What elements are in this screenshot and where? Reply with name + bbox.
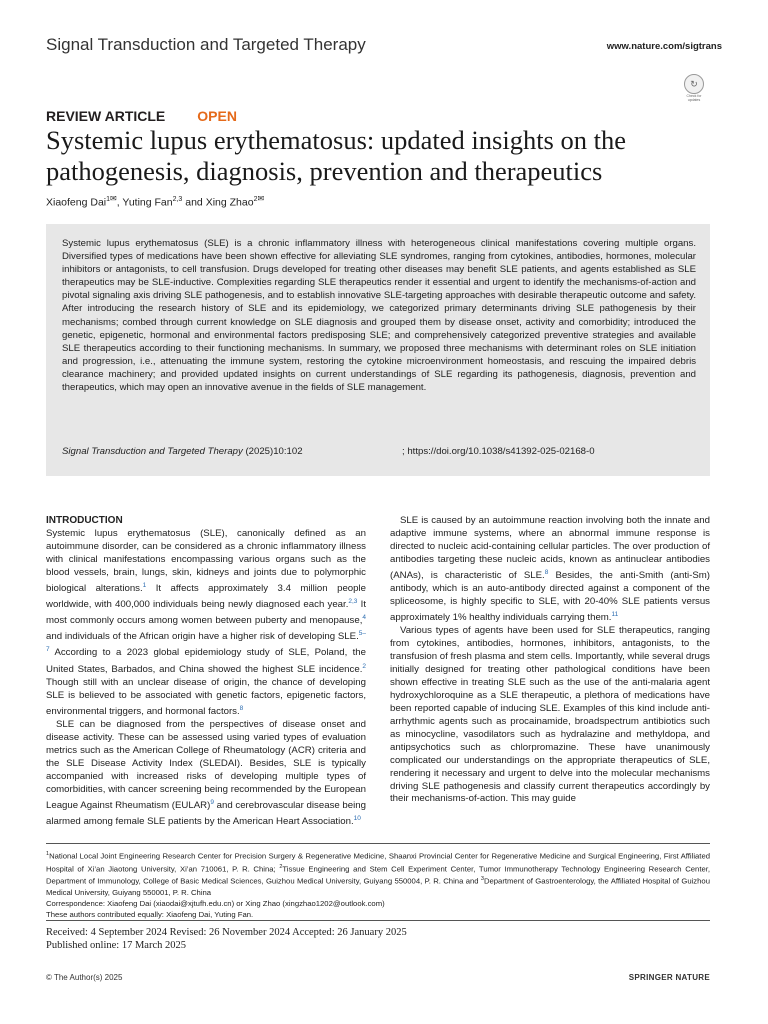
- body-column-left: [46, 515, 366, 829]
- abstract-box: [46, 224, 710, 476]
- check-for-updates-button[interactable]: [681, 74, 707, 102]
- article-dates: [46, 927, 407, 952]
- reference-link[interactable]: 1: [142, 581, 147, 589]
- journal-name: Signal Transduction and Targeted Therapy: [46, 35, 366, 54]
- body-column-right: [390, 515, 710, 806]
- author-affil-sup: 2,3: [172, 196, 183, 203]
- section-heading: INTRODUCTION: [46, 515, 123, 526]
- author-name[interactable]: Xing Zhao: [205, 196, 254, 209]
- reference-link[interactable]: 4: [362, 614, 366, 622]
- publisher-logo: SPRINGER NATURE: [628, 973, 710, 982]
- equal-contribution-text: These authors contributed equally: Xiaofeng Dai, Yuting Fan.: [46, 909, 254, 919]
- body-paragraph: Systemic lupus erythematosus (SLE), canonically defined as an autoimmune disorder, can be considered as a chronic inflammatory illness with clinical manifestations encompassing various organs such as the blood vessels, brain, lungs, skin, kidneys and joints due to polymorphic biological alterations.$^1$ It affects approximately 3.4 million people worldwide, with 400,000 individuals being newly diagnosed each year.$^{2,3}$ It most commonly occurs among women between puberty and menopause,$^4$ and individuals of the African origin have a higher risk of developing SLE.$^{5-7}$ According to a 2023 global epidemiology study of SLE, Poland, the United States, Barbados, and China showed the highest SLE incidence.$^2$ Though still with an unclear disease of origin, the chance of developing SLE is believed to be associated with genetic factors, epigenetic factors, environmental triggers, and hormonal factors.$^8$: [46, 527, 367, 717]
- correspondence-text: Correspondence: Xiaofeng Dai (xiaodai@xjtufh.edu.cn) or Xing Zhao (xingzhao1202@outlook.com): [46, 898, 385, 908]
- copyright-notice: © The Author(s) 2025: [46, 973, 123, 982]
- envelope-icon[interactable]: ✉: [257, 194, 265, 203]
- author-list: Xiaofeng Dai$^{1✉}$, Yuting Fan$^{2,3}$ and Xing Zhao$^{2✉}$: [46, 194, 265, 209]
- article-title: Systemic lupus erythematosus: updated insights on the pathogenesis, diagnosis, prevention and therapeutics: [46, 125, 626, 186]
- journal-url-link[interactable]: www.nature.com/sigtrans: [606, 41, 722, 52]
- article-type: REVIEW ARTICLE: [46, 108, 166, 124]
- citation-line: [62, 446, 692, 457]
- author-affil-sup: 2: [253, 196, 258, 203]
- body-paragraph: Various types of agents have been used for SLE therapeutics, ranging from cytokines, antibodies, hormones, inhibitors, antagonists, to the transfusion of fresh plasma and stem cells. Importantly, while several drugs initially designed for treating other pathological conditions have been shown effective in treating SLE such as the use of the anti-malaria agent hydroxychloroquine as a SLE therapeutic, a plethora of medications have been reported capable of inducing SLE. Examples of this kind include anti-arrhythmic agents such as procainamide, broadspectrum antibiotics such as minocycline, vasodilators such as hydralazine and methyldopa, and antipsychotics such as chlorpromazine. These have unanimously complicated our understandings on the appropriate therapeutics of SLE, rendering it necessary and urgent to delve into the molecular mechanisms driving SLE pathogenesis and classify current therapeutics accordingly by their mechanisms-of-action. This may guide: [390, 625, 710, 805]
- article-type-line: [46, 108, 237, 124]
- footnote-divider: [46, 843, 710, 844]
- citation-journal: Signal Transduction and Targeted Therapy: [62, 446, 243, 457]
- reference-link[interactable]: 5–7: [46, 630, 366, 654]
- body-paragraph: SLE is caused by an autoimmune reaction involving both the innate and adaptive immune systems, where an abnormal immune response is directed to nucleic acid-containing cellular particles. The over production of antibodies targeting these nucleic acids, known as antinuclear antibodies (ANAs), is characteristic of SLE.$^8$ Besides, the anti-Smith (anti-Sm) antibody, which is an auto-antibody directed against a component of the spliceosome, is highly specific to SLE, with 20-40% SLE patients versus approximately 1% healthy individuals carrying them.$^{11}$: [390, 515, 710, 624]
- reference-link[interactable]: 8: [544, 568, 549, 576]
- reference-link[interactable]: 11: [611, 610, 619, 618]
- reference-link[interactable]: 10: [353, 814, 361, 822]
- doi-link[interactable]: ; https://doi.org/10.1038/s41392-025-02168-0: [402, 446, 595, 457]
- dates-divider: [46, 920, 710, 921]
- body-paragraph: SLE can be diagnosed from the perspectives of disease onset and disease activity. These can be assessed using varied types of evaluation metrics such as the American College of Rheumatology (ACR) criteria and the SLE Disease Activity Index (SLEDAI). Besides, SLE is typically accompanied with increased risks of developing multiple types of comorbidities, with cancer screening being recommended by the European League Against Rheumatism (EULAR)$^9$ and cerebrovascular disease being alarmed among female SLE patients by the American Heart Association.$^{10}$: [46, 718, 366, 827]
- citation-volume: (2025)10:102: [242, 446, 303, 457]
- reference-link[interactable]: 2,3: [348, 597, 358, 605]
- abstract-text: Systemic lupus erythematosus (SLE) is a chronic inflammatory illness with heterogeneous clinical manifestations covering multiple organs. Diversified types of medications have been shown effective for alleviating SLE syndromes, ranging from cytokines, antibodies, hormones, molecular inhibitors or antagonists, to cell transfusion. Drugs developed for treating other diseases may benefit SLE patients, and agents established as SLE therapeutics may be SLE-inductive. Complexities regarding SLE therapeutics render it essential and urgent to identify the mechanisms-of-action and pivotal signaling axis driving SLE pathogenesis, and to establish innovative SLE-targeting approaches with desirable therapeutic outcome and safety. After introducing the research history of SLE and its epidemiology, we categorized primary determinants driving SLE pathogenesis by their mechanisms; combed through current knowledge on SLE diagnosis and grouped them by disease onset, activity and comorbidity; introduced the genetic, epigenetic, hormonal and environmental factors predisposing SLE; and comprehensively categorized preventive strategies and available SLE therapeutics according to their functioning mechanisms. In summary, we proposed three mechanisms with determinant roles on SLE initiation and progression, i.e., attenuating the immune system, restoring the cytokine microenvironment homeostasis, and rescuing the impaired debris clearance machinery; and provided updated insights on current understandings of SLE regarding its pathogenesis, diagnosis, prevention and therapeutics, which may open an innovative avenue in the fields of SLE management.: [62, 238, 696, 394]
- author-affil-sup: 1: [106, 196, 111, 203]
- envelope-icon[interactable]: ✉: [110, 194, 117, 203]
- published-date: Published online: 17 March 2025: [46, 939, 186, 951]
- reference-link[interactable]: 9: [210, 798, 214, 806]
- affiliations-footnote: [46, 849, 710, 920]
- received-dates: Received: 4 September 2024 Revised: 26 November 2024 Accepted: 26 January 2025: [46, 927, 407, 938]
- open-access-badge: OPEN: [197, 108, 237, 124]
- check-updates-caption: Check for updates: [686, 94, 702, 102]
- reference-link[interactable]: 8: [239, 704, 244, 712]
- reference-link[interactable]: 2: [362, 662, 366, 670]
- author-name[interactable]: Xiaofeng Dai: [46, 196, 107, 209]
- affiliations-text: $^1$National Local Joint Engineering Research Center for Precision Surgery & Regenerative Medicine, Shaanxi Provincial Center for Regenerative Medicine and Surgical Engineering, First Affiliated Hospital of Xi’an Jiaotong University, Xi’an 710061, P. R. China; $^2$Tissue Engineering and Stem Cell Experiment Center, Tumor Immunotherapy Technology Engineering Research Center, Department of Immunology, College of Basic Medical Sciences, Guizhou Medical University, Guiyang 550004, P. R. China and $^3$Department of Gastroenterology, the Affiliated Hospital of Guizhou Medical University, Guiyang 550001, P. R. China: [46, 851, 711, 897]
- author-name[interactable]: Yuting Fan: [122, 196, 173, 209]
- check-updates-icon: ↻: [684, 74, 704, 94]
